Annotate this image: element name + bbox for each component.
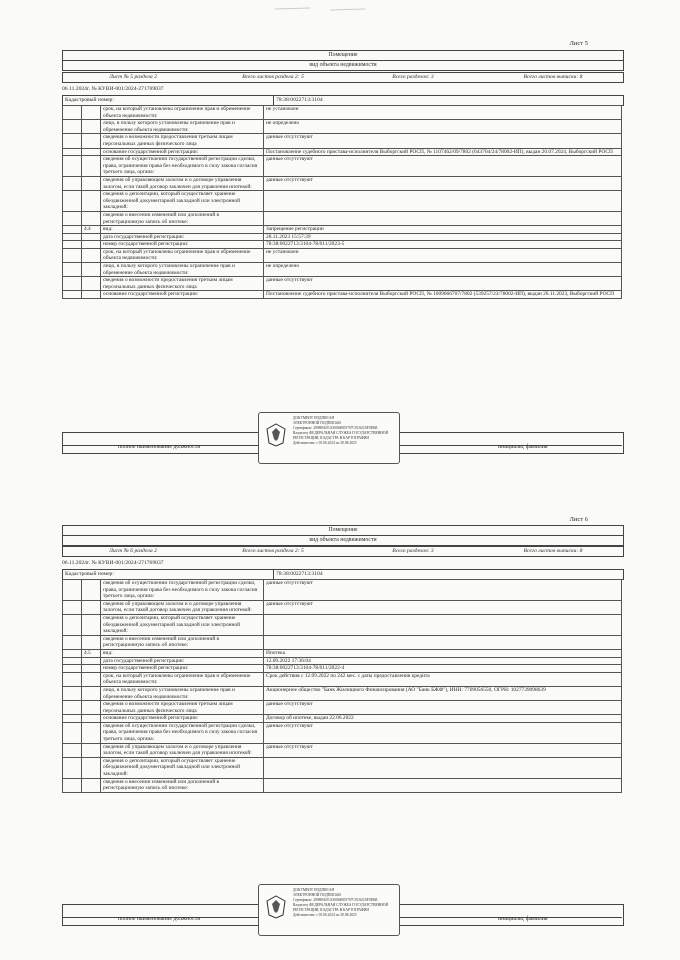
row-number: [82, 211, 101, 225]
row-number: [82, 148, 101, 156]
row-label: основание государственной регистрации:: [101, 715, 264, 723]
row-margin-cell: [63, 614, 82, 635]
table-row: [63, 580, 622, 601]
row-label: лицо, в пользу которого установлены ограничение прав и обременение объекта недвижимости:: [101, 263, 264, 277]
row-value: данные отсутствуют: [264, 600, 622, 614]
row-number: [82, 277, 101, 291]
row-margin-cell: [63, 778, 82, 792]
row-value: Договор об ипотеке, выдан 22.06.2022: [264, 715, 622, 723]
table-row: [63, 134, 622, 148]
table-row: [63, 277, 622, 291]
row-number: [82, 156, 101, 177]
table-row: [63, 635, 622, 649]
row-value: 28.11.2023 15:57:39: [264, 233, 622, 241]
table-row: [63, 176, 622, 190]
row-margin-cell: [63, 649, 82, 657]
row-label: сведения о внесении изменений или дополнений в регистрационную запись об ипотеке:: [101, 778, 264, 792]
table-row: [63, 657, 622, 665]
row-margin-cell: [63, 233, 82, 241]
meta-sections: Всего разделов: 3: [392, 74, 434, 80]
row-number: [82, 241, 101, 249]
object-header: [62, 50, 624, 71]
row-margin-cell: [63, 580, 82, 601]
document-id: 06.11.2024г. № КУВИ-001/2024-271769037: [62, 86, 164, 92]
table-row: [63, 226, 622, 234]
row-value: 78:38:0022713:3104-78/011/2022-4: [264, 665, 622, 673]
row-value: не установлен: [264, 106, 622, 120]
stamp-line: Сертификат: 2098BAD1A30004E05707C0C82C0F0D6B: [293, 898, 378, 902]
emblem-icon: [265, 895, 287, 919]
row-label: сведения о депозитарии, который осуществляет хранение обездвиженной документарной закладной или электронной закладной:: [101, 757, 264, 778]
row-margin-cell: [63, 248, 82, 262]
row-margin-cell: [63, 120, 82, 134]
row-margin-cell: [63, 263, 82, 277]
row-label: дата государственной регистрации:: [101, 233, 264, 241]
row-label: сведения об осуществлении государственной регистрации сделки, права, ограничения права без необходимого в силу закона согласия третьего лица, органа:: [101, 722, 264, 743]
row-label: вид:: [101, 649, 264, 657]
row-label: сведения об управляющем залогом и о договоре управления залогом, если такой договор заключен для управления ипотекой:: [101, 600, 264, 614]
table-row: [63, 241, 622, 249]
row-value: данные отсутствуют: [264, 134, 622, 148]
table-row: [63, 106, 622, 120]
row-margin-cell: [63, 722, 82, 743]
row-value: данные отсутствуют: [264, 277, 622, 291]
stamp-line: ДОКУМЕНТ ПОДПИСАН: [293, 416, 335, 420]
stamp-line: РЕГИСТРАЦИИ, КАДАСТРА И КАРТОГРАФИИ: [293, 436, 369, 440]
row-number: [82, 614, 101, 635]
row-value: Срок действия с 12.09.2022 по 242 мес. с даты предоставления кредита: [264, 672, 622, 686]
row-value: Постановление судебного пристава-исполнителя Выборгский РОСП, № 1009666707/7802 (539257/23/78002-ИП), выдан 26.11.2023, Выборгский РОСП: [264, 291, 622, 299]
row-value: Ипотека: [264, 649, 622, 657]
meta-sections: Всего разделов: 3: [392, 548, 434, 554]
row-margin-cell: [63, 701, 82, 715]
sheet-number: Лист 5: [569, 40, 588, 47]
table-row: [63, 701, 622, 715]
sheet-meta: [62, 72, 624, 83]
row-margin-cell: [63, 134, 82, 148]
row-value: Постановление судебного пристава-исполнителя Выборгский РОСП, № 1107462/09/7802 (643704/24/78002-ИП), выдан 20.07.2024, Выборгский РОСП: [264, 148, 622, 156]
table-row: [63, 600, 622, 614]
encumbrance-table: [62, 105, 622, 299]
row-value: Запрещение регистрации: [264, 226, 622, 234]
row-value: данные отсутствуют: [264, 580, 622, 601]
table-row: [63, 233, 622, 241]
table-row: [63, 757, 622, 778]
row-margin-cell: [63, 211, 82, 225]
table-row: [63, 156, 622, 177]
object-type: Помещение: [63, 51, 623, 61]
stamp-line: Действителен: с 05.06.2024 по 29.08.2025: [293, 441, 357, 445]
row-margin-cell: [63, 715, 82, 723]
row-margin-cell: [63, 743, 82, 757]
table-row: [63, 686, 622, 700]
row-value: [264, 191, 622, 212]
row-margin-cell: [63, 226, 82, 234]
stamp-line: РЕГИСТРАЦИИ, КАДАСТРА И КАРТОГРАФИИ: [293, 908, 369, 912]
sheet-number: Лист 6: [569, 516, 588, 523]
stamp-line: Действителен: с 05.06.2024 по 29.08.2025: [293, 913, 357, 917]
cadastral-label: Кадастровый номер:: [65, 97, 114, 103]
row-margin-cell: [63, 657, 82, 665]
row-margin-cell: [63, 241, 82, 249]
table-row: [63, 649, 622, 657]
row-number: [82, 291, 101, 299]
row-value: не установлен: [264, 248, 622, 262]
row-number: [82, 722, 101, 743]
row-margin-cell: [63, 635, 82, 649]
row-label: сведения о депозитарии, который осуществляет хранение обездвиженной документарной закладной или электронной закладной:: [101, 614, 264, 635]
meta-section-sheets: Всего листов раздела 2: 5: [242, 548, 304, 554]
row-number: [82, 120, 101, 134]
scan-artifact: [270, 4, 390, 14]
table-row: [63, 672, 622, 686]
row-value: [264, 778, 622, 792]
row-label: дата государственной регистрации:: [101, 657, 264, 665]
row-number: [82, 701, 101, 715]
row-label: номер государственной регистрации:: [101, 665, 264, 673]
stamp-line: Владелец: ФЕДЕРАЛЬНАЯ СЛУЖБА ГОСУДАРСТВЕННОЙ: [293, 903, 389, 907]
row-label: сведения об управляющем залогом и о договоре управления залогом, если такой договор заключен для управления ипотекой:: [101, 743, 264, 757]
row-number: [82, 672, 101, 686]
cadastral-value: 78:38:0022713:3104: [273, 570, 323, 579]
row-number: [82, 263, 101, 277]
row-label: номер государственной регистрации:: [101, 241, 264, 249]
row-number: [82, 176, 101, 190]
table-row: [63, 722, 622, 743]
row-margin-cell: [63, 156, 82, 177]
row-value: [264, 211, 622, 225]
row-label: сведения об осуществлении государственной регистрации сделки, права, ограничения права без необходимого в силу закона согласия третьего лица, органа:: [101, 580, 264, 601]
row-margin-cell: [63, 672, 82, 686]
row-label: сведения о внесении изменений или дополнений в регистрационную запись об ипотеке:: [101, 635, 264, 649]
object-type: Помещение: [63, 526, 623, 536]
row-label: срок, на который установлены ограничение прав и обременение объекта недвижимости:: [101, 106, 264, 120]
row-label: сведения о возможности предоставления третьим лицам персональных данных физического лица: [101, 701, 264, 715]
row-number: [82, 191, 101, 212]
row-number: [82, 600, 101, 614]
table-row: [63, 148, 622, 156]
object-type-caption: вид объекта недвижимости: [309, 537, 377, 543]
row-value: данные отсутствуют: [264, 156, 622, 177]
row-number: [82, 233, 101, 241]
row-value: [264, 757, 622, 778]
stamp-line: ЭЛЕКТРОННОЙ ПОДПИСЬЮ: [293, 421, 342, 425]
table-row: [63, 211, 622, 225]
encumbrance-table: [62, 579, 622, 793]
row-value: 12.09.2022 17:36:04: [264, 657, 622, 665]
row-margin-cell: [63, 600, 82, 614]
row-label: основание государственной регистрации:: [101, 291, 264, 299]
row-label: основание государственной регистрации:: [101, 148, 264, 156]
meta-sheet: Лист № 5 раздела 2: [109, 74, 157, 80]
row-label: лицо, в пользу которого установлены ограничение прав и обременение объекта недвижимости:: [101, 686, 264, 700]
e-signature-stamp: [258, 412, 400, 464]
row-value: [264, 614, 622, 635]
row-number: [82, 106, 101, 120]
row-number: [82, 757, 101, 778]
row-label: сведения об осуществлении государственной регистрации сделки, права, ограничения права без необходимого в силу закона согласия третьего лица, органа:: [101, 156, 264, 177]
row-margin-cell: [63, 148, 82, 156]
table-row: [63, 248, 622, 262]
row-margin-cell: [63, 665, 82, 673]
row-number: [82, 248, 101, 262]
row-value: данные отсутствуют: [264, 743, 622, 757]
signer-position-caption: полное наименование должности: [118, 444, 201, 450]
row-margin-cell: [63, 191, 82, 212]
table-row: [63, 120, 622, 134]
stamp-text: [293, 416, 396, 446]
row-number: [82, 665, 101, 673]
table-row: [63, 191, 622, 212]
meta-sheet: Лист № 6 раздела 2: [109, 548, 157, 554]
row-label: сведения о внесении изменений или дополнений в регистрационную запись об ипотеке:: [101, 211, 264, 225]
table-row: [63, 263, 622, 277]
row-value: данные отсутствуют: [264, 176, 622, 190]
table-row: [63, 743, 622, 757]
stamp-text: [293, 888, 396, 918]
table-row: [63, 778, 622, 792]
row-margin-cell: [63, 291, 82, 299]
e-signature-stamp: [258, 884, 400, 936]
stamp-line: Владелец: ФЕДЕРАЛЬНАЯ СЛУЖБА ГОСУДАРСТВЕННОЙ: [293, 431, 389, 435]
object-header: [62, 525, 624, 546]
meta-total-sheets: Всего листов выписки: 8: [523, 548, 583, 554]
row-value: не определено: [264, 263, 622, 277]
row-number: [82, 635, 101, 649]
row-value: Акционерное общество "Банк Жилищного Финансирования (АО "Банк БЖФ"), ИНН: 7709056550, ОГРН: 1027739098639: [264, 686, 622, 700]
row-label: сведения о депозитарии, который осуществляет хранение обездвиженной документарной закладной или электронной закладной:: [101, 191, 264, 212]
sheet-meta: [62, 546, 624, 557]
row-value: данные отсутствуют: [264, 722, 622, 743]
page-sheet-6: [0, 480, 680, 960]
meta-section-sheets: Всего листов раздела 2: 5: [242, 74, 304, 80]
table-row: [63, 715, 622, 723]
row-number: [82, 715, 101, 723]
row-number: [82, 134, 101, 148]
row-number: 4.4: [82, 226, 101, 234]
row-margin-cell: [63, 176, 82, 190]
row-number: [82, 743, 101, 757]
row-number: [82, 686, 101, 700]
row-label: сведения об управляющем залогом и о договоре управления залогом, если такой договор заключен для управления ипотекой:: [101, 176, 264, 190]
row-margin-cell: [63, 686, 82, 700]
table-row: [63, 291, 622, 299]
row-label: срок, на который установлены ограничение прав и обременение объекта недвижимости:: [101, 672, 264, 686]
row-number: [82, 580, 101, 601]
signer-position-caption: полное наименование должности: [118, 916, 201, 922]
stamp-line: ЭЛЕКТРОННОЙ ПОДПИСЬЮ: [293, 893, 342, 897]
row-value: данные отсутствуют: [264, 701, 622, 715]
signer-name-caption: инициалы, фамилия: [498, 444, 548, 450]
stamp-line: ДОКУМЕНТ ПОДПИСАН: [293, 888, 335, 892]
row-value: 78:38:0022713:3104-78/011/2023-5: [264, 241, 622, 249]
object-type-caption: вид объекта недвижимости: [309, 62, 377, 68]
emblem-icon: [265, 423, 287, 447]
row-number: [82, 657, 101, 665]
stamp-line: Сертификат: 2098BAD1A30004E05707C0C82C0F0D6B: [293, 426, 378, 430]
signer-name-caption: инициалы, фамилия: [498, 916, 548, 922]
row-value: [264, 635, 622, 649]
row-label: лицо, в пользу которого установлены ограничение прав и обременение объекта недвижимости:: [101, 120, 264, 134]
row-label: сведения о возможности предоставления третьим лицам персональных данных физического лица: [101, 277, 264, 291]
row-margin-cell: [63, 277, 82, 291]
row-label: вид:: [101, 226, 264, 234]
row-label: сведения о возможности предоставления третьим лицам персональных данных физического лица: [101, 134, 264, 148]
cadastral-value: 78:38:0022713:3104: [273, 96, 323, 105]
cadastral-label: Кадастровый номер:: [65, 571, 114, 577]
meta-total-sheets: Всего листов выписки: 8: [523, 74, 583, 80]
row-margin-cell: [63, 106, 82, 120]
row-label: срок, на который установлены ограничение прав и обременение объекта недвижимости:: [101, 248, 264, 262]
row-number: [82, 778, 101, 792]
row-margin-cell: [63, 757, 82, 778]
row-value: не определено: [264, 120, 622, 134]
document-id: 06.11.2024г. № КУВИ-001/2024-271769037: [62, 560, 164, 566]
row-number: 4.5: [82, 649, 101, 657]
table-row: [63, 614, 622, 635]
table-row: [63, 665, 622, 673]
